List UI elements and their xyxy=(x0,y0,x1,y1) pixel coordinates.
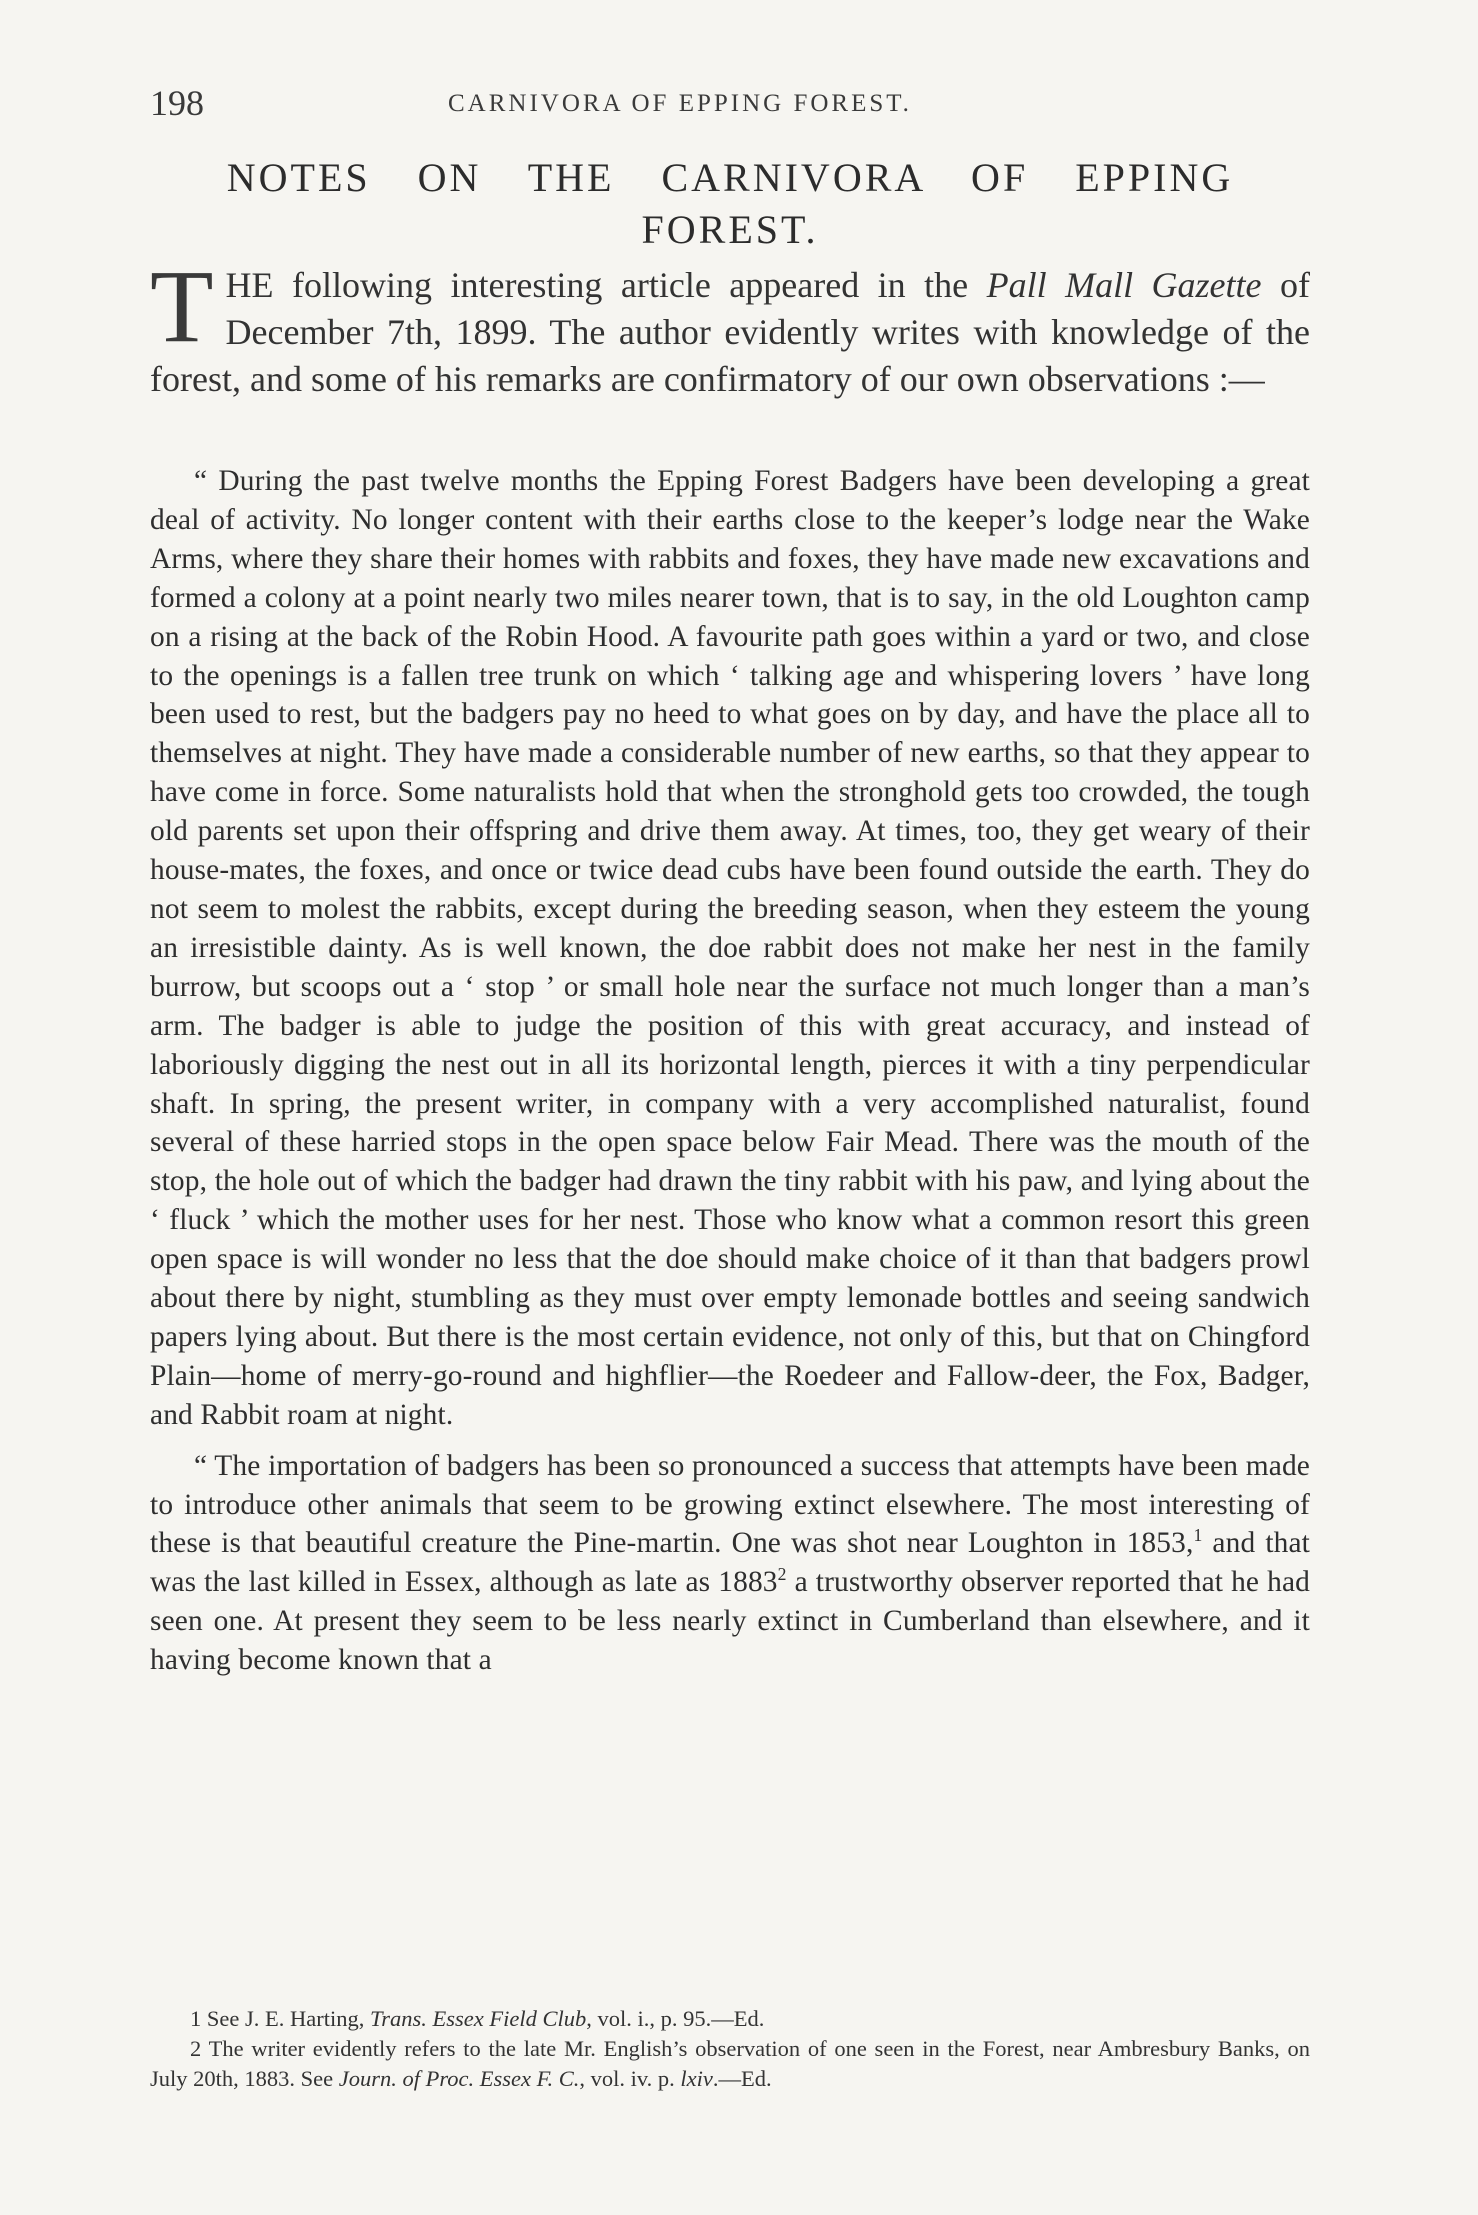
footnote-page-ref: lxiv xyxy=(680,2066,713,2091)
footnote-mark: 2 xyxy=(190,2036,202,2061)
footnote-1 xyxy=(150,2004,1310,2034)
footnote-ref-2: 2 xyxy=(777,1564,787,1585)
page-number: 198 xyxy=(150,83,204,123)
quote-2-text-1: “ The importation of badgers has been so pronounced a success that attempts have been made to introduce other animals that seem to be growing extinct elsewhere. The most interesting of these is that beautiful creature the Pine-martin. One was shot near Loughton in 1853, xyxy=(150,1449,1310,1560)
footnote-text: , vol. i., p. 95.—Ed. xyxy=(586,2006,765,2031)
quoted-article xyxy=(150,462,1310,1680)
footnote-source: Trans. Essex Field Club xyxy=(369,2006,587,2031)
drop-cap: T xyxy=(150,249,214,364)
footnote-ref-1: 1 xyxy=(1193,1525,1203,1546)
footnote-source: Journ. of Proc. Essex F. C. xyxy=(338,2066,580,2091)
quote-paragraph-1: “ During the past twelve months the Epping Forest Badgers have been developing a great deal of activity. No longer content with their earths close to the keeper’s lodge near the Wake Arms, where they share their homes with rabbits and foxes, they have made new excavations and formed a colony at a point nearly two miles nearer town, that is to say, in the old Loughton camp on a rising at the back of the Robin Hood. A favourite path goes within a yard or two, and close to the openings is a fallen tree trunk on which ‘ talking age and whispering lovers ’ have long been used to rest, but the badgers pay no heed to what goes on by day, and have the place all to themselves at night. They have made a considerable number of new earths, so that they appear to have come in force. Some naturalists hold that when the stronghold gets too crowded, the tough old parents set upon their offspring and drive them away. At times, too, they get weary of their house-mates, the foxes, and once or twice dead cubs have been found outside the earth. They do not seem to molest the rabbits, except during the breeding season, when they esteem the young an irresistible dainty. As is well known, the doe rabbit does not make her nest in the family burrow, but scoops out a ‘ stop ’ or small hole near the surface not much longer than a man’s arm. The badger is able to judge the position of this with great accuracy, and instead of laboriously digging the nest out in all its horizontal length, pierces it with a tiny perpendicular shaft. In spring, the present writer, in company with a very accomplished naturalist, found several of these harried stops in the open space below Fair Mead. There was the mouth of the stop, the hole out of which the badger had drawn the tiny rabbit with his paw, and lying about the ‘ fluck ’ which the mother uses for her nest. Those who know what a common resort this green open space is will wonder no less that the doe should make choice of it than that badgers prowl about there by night, stumbling as they must over empty lemonade bottles and seeing sandwich papers lying about. But there is the most certain evidence, not only of this, but that on Chingford Plain—home of merry-go-round and highflier—the Roedeer and Fallow-deer, the Fox, Badger, and Rabbit roam at night. xyxy=(150,465,1310,1431)
article-title: NOTES ON THE CARNIVORA OF EPPING FOREST. xyxy=(226,155,1234,252)
publication-name: Pall Mall Gazette xyxy=(986,265,1262,305)
running-title: CARNIVORA OF EPPING FOREST. xyxy=(448,90,912,117)
footnote-text: , vol. iv. p. xyxy=(579,2066,681,2091)
footnote-text: See J. E. Harting, xyxy=(201,2006,370,2031)
quote-2-text-2: and that was the last killed in Essex, although as late as 1883 xyxy=(150,1527,1310,1599)
footnote-mark: 1 xyxy=(190,2006,202,2031)
footnote-2 xyxy=(150,2034,1310,2094)
intro-text-2: of December 7th, 1899. The author evidently writes with knowledge of the forest, and some of his remarks are confirmatory of our own observations :— xyxy=(150,265,1310,399)
footnote-text: The writer evidently refers to the late Mr. English’s observation of one seen in the Forest, near Ambresbury Banks, on July 20th, 1883. See xyxy=(150,2036,1310,2091)
quote-2-text-3: a trustworthy observer reported that he had seen one. At present they seem to be less nearly extinct in Cumberland than elsewhere, and it having become known that a xyxy=(150,1566,1311,1677)
footnote-text: .—Ed. xyxy=(712,2066,772,2091)
running-head xyxy=(150,82,1318,122)
intro-paragraph xyxy=(150,249,1310,403)
intro-text-1: HE following interesting article appeared in the xyxy=(225,265,987,305)
quote-paragraph-2 xyxy=(150,1447,1310,1680)
footnotes xyxy=(150,2004,1310,2094)
